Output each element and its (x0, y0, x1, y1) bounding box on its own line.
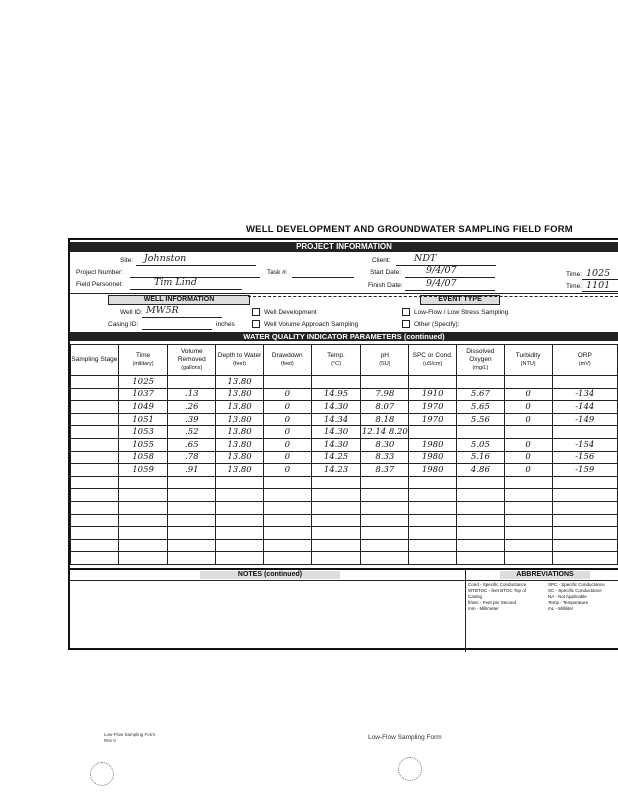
footer-center: Low-Flow Sampling Form (368, 734, 442, 741)
column-header (263, 345, 311, 376)
column-header (504, 345, 552, 376)
table-cell[interactable] (361, 476, 409, 489)
table-row (71, 401, 618, 414)
table-cell[interactable] (118, 501, 168, 514)
table-cell[interactable]: -149 (552, 413, 618, 426)
table-cell[interactable]: 8.37 (361, 464, 409, 477)
client-value[interactable]: NDT (414, 253, 437, 264)
table-cell[interactable] (118, 476, 168, 489)
punch-hole-mark (90, 762, 114, 786)
table-cell[interactable] (263, 539, 311, 552)
column-header-title: Temp. (327, 352, 345, 359)
column-header (168, 345, 216, 376)
table-cell[interactable] (552, 376, 618, 389)
column-header (216, 345, 264, 376)
water-quality-header: WATER QUALITY INDICATOR PARAMETERS (continued) (70, 332, 618, 341)
table-cell[interactable] (457, 552, 505, 565)
field-form (68, 238, 618, 650)
table-cell[interactable] (552, 501, 618, 514)
table-row (71, 514, 618, 527)
table-cell[interactable] (504, 501, 552, 514)
table-cell[interactable] (504, 514, 552, 527)
table-cell[interactable] (71, 426, 119, 439)
table-cell[interactable]: 14.23 (311, 464, 361, 477)
event-option-label: Well Volume Approach Sampling (264, 321, 359, 328)
table-cell[interactable]: -159 (552, 464, 618, 477)
well-id-label: Well ID: (120, 309, 143, 316)
table-cell[interactable] (409, 552, 457, 565)
table-cell[interactable] (361, 489, 409, 502)
table-cell[interactable] (311, 552, 361, 565)
table-cell[interactable]: 0 (263, 426, 311, 439)
table-cell[interactable] (216, 476, 264, 489)
table-row (71, 413, 618, 426)
table-cell[interactable]: 0 (263, 401, 311, 414)
table-row (71, 501, 618, 514)
table-row (71, 527, 618, 540)
casing-units: inches (216, 321, 235, 328)
table-row (71, 539, 618, 552)
column-header (118, 345, 168, 376)
table-cell[interactable] (457, 539, 505, 552)
time2-label: Time: (566, 283, 583, 290)
table-cell[interactable]: 13.80 (216, 451, 264, 464)
column-header-units: (military) (132, 361, 154, 367)
table-cell[interactable]: 1051 (118, 413, 168, 426)
abbreviation-item: SC - Specific Conductance (548, 588, 602, 593)
column-header-units: (feet) (280, 361, 294, 367)
table-cell[interactable]: 1059 (118, 464, 168, 477)
table-cell[interactable] (216, 501, 264, 514)
well-id-value[interactable]: MW5R (146, 305, 179, 316)
table-cell[interactable]: 0 (263, 451, 311, 464)
column-header-title: Time (135, 352, 151, 359)
table-cell[interactable] (216, 489, 264, 502)
table-cell[interactable]: 5.05 (457, 438, 505, 451)
table-cell[interactable] (409, 539, 457, 552)
table-cell[interactable] (118, 552, 168, 565)
table-row (71, 426, 618, 439)
table-cell[interactable] (71, 489, 119, 502)
table-cell[interactable] (311, 489, 361, 502)
casing-id-label: Casing ID: (108, 321, 139, 328)
project-info-header: PROJECT INFORMATION (70, 242, 618, 252)
table-cell[interactable] (409, 476, 457, 489)
table-cell[interactable]: .26 (168, 401, 216, 414)
table-cell[interactable]: 8.33 (361, 451, 409, 464)
site-label: Site: (120, 257, 134, 264)
footer-left-line1: Low-Flow Sampling Form (104, 732, 156, 737)
column-header-title: Turbidity (515, 352, 541, 359)
column-header (71, 345, 119, 376)
table-row (71, 476, 618, 489)
table-cell[interactable]: 13.80 (216, 438, 264, 451)
table-cell[interactable] (263, 489, 311, 502)
table-cell[interactable] (409, 426, 457, 439)
table-body (71, 376, 618, 565)
finish-date-value[interactable]: 9/4/07 (426, 278, 457, 289)
table-cell[interactable]: -134 (552, 388, 618, 401)
table-cell[interactable]: 13.80 (216, 413, 264, 426)
table-cell[interactable] (71, 451, 119, 464)
table-cell[interactable]: 0 (263, 388, 311, 401)
table-cell[interactable] (118, 514, 168, 527)
table-cell[interactable]: 0 (504, 438, 552, 451)
table-cell[interactable] (263, 476, 311, 489)
table-cell[interactable] (71, 438, 119, 451)
column-header (361, 345, 409, 376)
table-cell[interactable] (118, 527, 168, 540)
table-cell[interactable]: 1049 (118, 401, 168, 414)
event-option-label: Other (Specify): (414, 321, 460, 328)
abbreviation-item: ft/sec - Feet per Second (468, 600, 517, 605)
column-header-units: (gallons) (181, 365, 203, 371)
notes-section (70, 568, 618, 654)
table-cell[interactable] (71, 514, 119, 527)
low-flow-checkbox[interactable] (402, 308, 410, 316)
table-cell[interactable] (361, 539, 409, 552)
table-cell[interactable] (504, 552, 552, 565)
table-row (71, 451, 618, 464)
table-cell[interactable]: -154 (552, 438, 618, 451)
abbreviation-item: mL - Milliliter (548, 606, 574, 611)
column-header-title: Depth to Water (217, 352, 262, 359)
table-cell[interactable] (409, 527, 457, 540)
abbreviations-col2 (548, 582, 618, 612)
table-cell[interactable] (71, 413, 119, 426)
table-cell[interactable]: .78 (168, 451, 216, 464)
table-cell[interactable]: 1980 (409, 451, 457, 464)
table-cell[interactable]: 14.95 (311, 388, 361, 401)
table-cell[interactable]: 1970 (409, 413, 457, 426)
table-cell[interactable] (263, 514, 311, 527)
table-cell[interactable]: 7.98 (361, 388, 409, 401)
start-time-value[interactable]: 1025 (586, 268, 611, 279)
table-cell[interactable]: 13.80 (216, 426, 264, 439)
table-cell[interactable]: .39 (168, 413, 216, 426)
table-row (71, 552, 618, 565)
table-cell[interactable] (552, 514, 618, 527)
abbreviation-item: SPC - Specific Conductance (548, 582, 605, 587)
table-cell[interactable] (311, 539, 361, 552)
table-cell[interactable] (457, 489, 505, 502)
field-personnel-value[interactable]: Tim Lind (154, 277, 197, 288)
table-cell[interactable]: 0 (504, 388, 552, 401)
table-cell[interactable]: 8.07 (361, 401, 409, 414)
table-cell[interactable] (168, 552, 216, 565)
abbreviation-item: mm - Millimeter (468, 606, 499, 611)
table-row (71, 464, 618, 477)
table-cell[interactable]: .13 (168, 388, 216, 401)
table-cell[interactable]: 13.80 (216, 388, 264, 401)
event-option-label: Low-Flow / Low Stress Sampling (414, 309, 509, 316)
table-cell[interactable]: 14.25 (311, 451, 361, 464)
table-cell[interactable] (216, 527, 264, 540)
table-cell[interactable]: .65 (168, 438, 216, 451)
task-label: Task #: (267, 269, 288, 276)
table-cell[interactable] (361, 552, 409, 565)
table-cell[interactable]: 13.80 (216, 464, 264, 477)
table-cell[interactable] (168, 527, 216, 540)
notes-header: NOTES (continued) (200, 571, 340, 579)
well-info-header: WELL INFORMATION (108, 295, 250, 305)
column-header-title: pH (380, 352, 389, 359)
event-option-label: Well Development (264, 309, 317, 316)
column-header-title: ORP (577, 352, 592, 359)
column-header-units: (mg/L) (472, 365, 489, 371)
table-cell[interactable] (168, 539, 216, 552)
table-cell[interactable] (118, 539, 168, 552)
table-cell[interactable]: -144 (552, 401, 618, 414)
table-cell[interactable] (552, 527, 618, 540)
table-cell[interactable] (504, 489, 552, 502)
table-cell[interactable] (216, 552, 264, 565)
table-cell[interactable]: 12.14 8.20 (361, 427, 408, 438)
abbreviation-item: NA - Not Applicable (548, 594, 587, 599)
table-cell[interactable] (311, 527, 361, 540)
table-cell[interactable]: 4.86 (457, 464, 505, 477)
column-header-title: Volume Removed (177, 348, 206, 363)
table-cell[interactable] (504, 426, 552, 439)
table-cell[interactable] (552, 539, 618, 552)
table-cell[interactable]: 14.30 (311, 438, 361, 451)
table-cell[interactable]: 0 (504, 401, 552, 414)
start-date-label: Start Date: (370, 269, 402, 276)
table-cell[interactable]: 1058 (118, 451, 168, 464)
table-cell[interactable] (71, 539, 119, 552)
table-cell[interactable] (552, 476, 618, 489)
table-cell[interactable] (361, 527, 409, 540)
table-cell[interactable]: .91 (168, 464, 216, 477)
punch-hole-mark (398, 757, 422, 781)
table-cell[interactable] (216, 539, 264, 552)
table-cell[interactable]: 8.30 (361, 438, 409, 451)
table-cell[interactable]: 14.30 (311, 401, 361, 414)
column-header-units: (SU) (379, 361, 391, 367)
table-cell[interactable] (168, 376, 216, 389)
table-cell[interactable] (263, 501, 311, 514)
table-cell[interactable]: 1980 (409, 464, 457, 477)
table-cell[interactable] (552, 552, 618, 565)
table-cell[interactable] (409, 376, 457, 389)
well-volume-checkbox[interactable] (252, 320, 260, 328)
footer-left (104, 732, 155, 744)
table-cell[interactable] (457, 514, 505, 527)
table-cell[interactable] (552, 489, 618, 502)
column-header-units: (uS/cm) (423, 361, 443, 367)
abbreviations-header: ABBREVIATIONS (500, 571, 590, 579)
table-cell[interactable] (311, 476, 361, 489)
table-cell[interactable] (216, 514, 264, 527)
table-cell[interactable]: 0 (504, 413, 552, 426)
start-date-value[interactable]: 9/4/07 (426, 265, 457, 276)
column-header-units: (NTU) (520, 361, 536, 367)
column-header (457, 345, 505, 376)
abbreviations-col1 (468, 582, 538, 612)
table-cell[interactable] (409, 514, 457, 527)
table-cell[interactable]: 0 (263, 464, 311, 477)
column-header (552, 345, 618, 376)
table-cell[interactable]: 8.18 (361, 413, 409, 426)
other-checkbox[interactable] (402, 320, 410, 328)
table-cell[interactable]: .52 (168, 426, 216, 439)
table-cell[interactable] (168, 514, 216, 527)
event-type-header: EVENT TYPE (420, 295, 500, 305)
client-label: Client: (372, 257, 391, 264)
table-cell[interactable]: 0 (504, 464, 552, 477)
table-cell[interactable]: 1055 (118, 438, 168, 451)
table-cell[interactable] (71, 527, 119, 540)
table-cell[interactable] (71, 552, 119, 565)
column-header-title: Drawdown (271, 352, 303, 359)
column-header-units: (°C) (331, 361, 341, 367)
table-cell[interactable] (263, 376, 311, 389)
table-cell[interactable] (504, 539, 552, 552)
table-cell[interactable]: 0 (263, 438, 311, 451)
table-cell[interactable] (457, 527, 505, 540)
table-row (71, 376, 618, 389)
table-cell[interactable] (71, 476, 119, 489)
table-cell[interactable] (361, 501, 409, 514)
table-cell[interactable] (361, 514, 409, 527)
column-header-units: (feet) (233, 361, 246, 367)
table-cell[interactable] (409, 501, 457, 514)
table-cell[interactable]: 5.65 (457, 401, 505, 414)
table-cell[interactable]: 0 (263, 413, 311, 426)
table-cell[interactable] (311, 501, 361, 514)
table-cell[interactable] (168, 476, 216, 489)
table-cell[interactable] (457, 376, 505, 389)
field-personnel-label: Field Personnel: (76, 281, 123, 288)
table-cell[interactable] (71, 376, 119, 389)
finish-time-value[interactable]: 1101 (586, 280, 611, 291)
table-cell[interactable]: 1970 (409, 401, 457, 414)
site-value[interactable]: Johnston (144, 253, 187, 264)
table-cell[interactable] (71, 501, 119, 514)
column-header-title: SPC or Cond. (412, 352, 453, 359)
table-cell[interactable] (168, 489, 216, 502)
table-cell[interactable] (361, 376, 409, 389)
finish-date-label: Finish Date: (368, 282, 403, 289)
table-cell[interactable]: 1037 (118, 388, 168, 401)
table-cell[interactable]: 1910 (409, 388, 457, 401)
table-cell[interactable]: -156 (552, 451, 618, 464)
table-cell[interactable] (552, 426, 618, 439)
table-row (71, 438, 618, 451)
table-cell[interactable]: 14.34 (311, 413, 361, 426)
column-header (409, 345, 457, 376)
column-header-title: Dissolved Oxygen (466, 348, 495, 363)
table-cell[interactable] (311, 514, 361, 527)
column-header (311, 345, 361, 376)
table-cell[interactable]: 13.80 (216, 376, 264, 389)
form-title: WELL DEVELOPMENT AND GROUNDWATER SAMPLING FIELD FORM (246, 224, 573, 235)
table-cell[interactable] (504, 476, 552, 489)
table-cell[interactable]: 13.80 (216, 401, 264, 414)
table-cell[interactable] (263, 527, 311, 540)
table-cell[interactable] (71, 464, 119, 477)
water-quality-table (70, 344, 618, 565)
table-cell[interactable] (71, 388, 119, 401)
well-development-checkbox[interactable] (252, 308, 260, 316)
table-cell[interactable] (71, 401, 119, 414)
time-label: Time: (566, 271, 583, 278)
table-cell[interactable] (118, 489, 168, 502)
table-header-row (71, 345, 618, 376)
table-cell[interactable] (457, 501, 505, 514)
table-cell[interactable]: 5.56 (457, 413, 505, 426)
table-cell[interactable]: 14.30 (311, 426, 361, 439)
table-cell[interactable] (457, 426, 505, 439)
table-row (71, 388, 618, 401)
table-cell[interactable] (457, 476, 505, 489)
table-cell[interactable]: 5.67 (457, 388, 505, 401)
table-cell[interactable]: 0 (504, 451, 552, 464)
project-number-label: Project Number: (76, 269, 123, 276)
column-header-title: Sampling Stage (71, 356, 118, 363)
table-cell[interactable] (409, 489, 457, 502)
table-cell[interactable]: 1980 (409, 438, 457, 451)
table-cell[interactable] (311, 376, 361, 389)
table-cell[interactable]: 1053 (118, 426, 168, 439)
table-cell[interactable] (504, 376, 552, 389)
table-cell[interactable]: 1025 (118, 376, 168, 389)
abbreviation-item: WTBTOC - feet BTOC Top of Casing (468, 588, 527, 599)
abbreviation-item: Cond - Specific Conductance (468, 582, 527, 587)
table-cell[interactable] (504, 527, 552, 540)
table-cell[interactable]: 5.16 (457, 451, 505, 464)
table-row (71, 489, 618, 502)
abbreviation-item: Temp - Temperature (548, 600, 589, 605)
table-cell[interactable] (263, 552, 311, 565)
table-cell[interactable] (168, 501, 216, 514)
footer-left-line2: Rev 0 (104, 738, 116, 743)
column-header-units: (mV) (578, 361, 591, 367)
